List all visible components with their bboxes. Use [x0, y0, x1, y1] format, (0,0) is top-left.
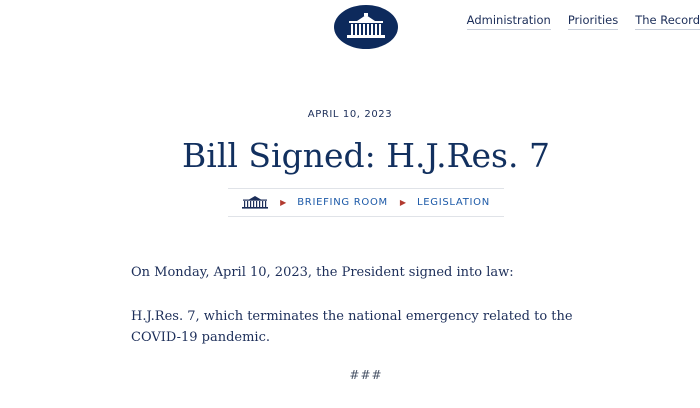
end-mark: ###: [349, 368, 383, 382]
white-house-home-icon[interactable]: [242, 196, 268, 209]
breadcrumb-briefing-room[interactable]: BRIEFING ROOM: [297, 197, 388, 208]
nav-item-administration[interactable]: Administration: [467, 13, 551, 30]
main-nav: [467, 13, 700, 30]
triangle-right-icon: ▶: [280, 198, 287, 207]
body-paragraph: H.J.Res. 7, which terminates the national emergency related to the COVID-19 pandemic.: [131, 309, 573, 345]
breadcrumb: [228, 188, 504, 217]
body-paragraph: On Monday, April 10, 2023, the President signed into law:: [131, 265, 514, 280]
breadcrumb-legislation[interactable]: LEGISLATION: [417, 197, 490, 208]
post-date: APRIL 10, 2023: [307, 109, 393, 120]
triangle-right-icon: ▶: [399, 198, 406, 207]
nav-item-the-record[interactable]: The Record: [635, 13, 700, 30]
page-title: Bill Signed: H.J.Res. 7: [182, 136, 550, 175]
white-house-logo-icon[interactable]: [334, 5, 398, 49]
nav-item-priorities[interactable]: Priorities: [568, 13, 618, 30]
